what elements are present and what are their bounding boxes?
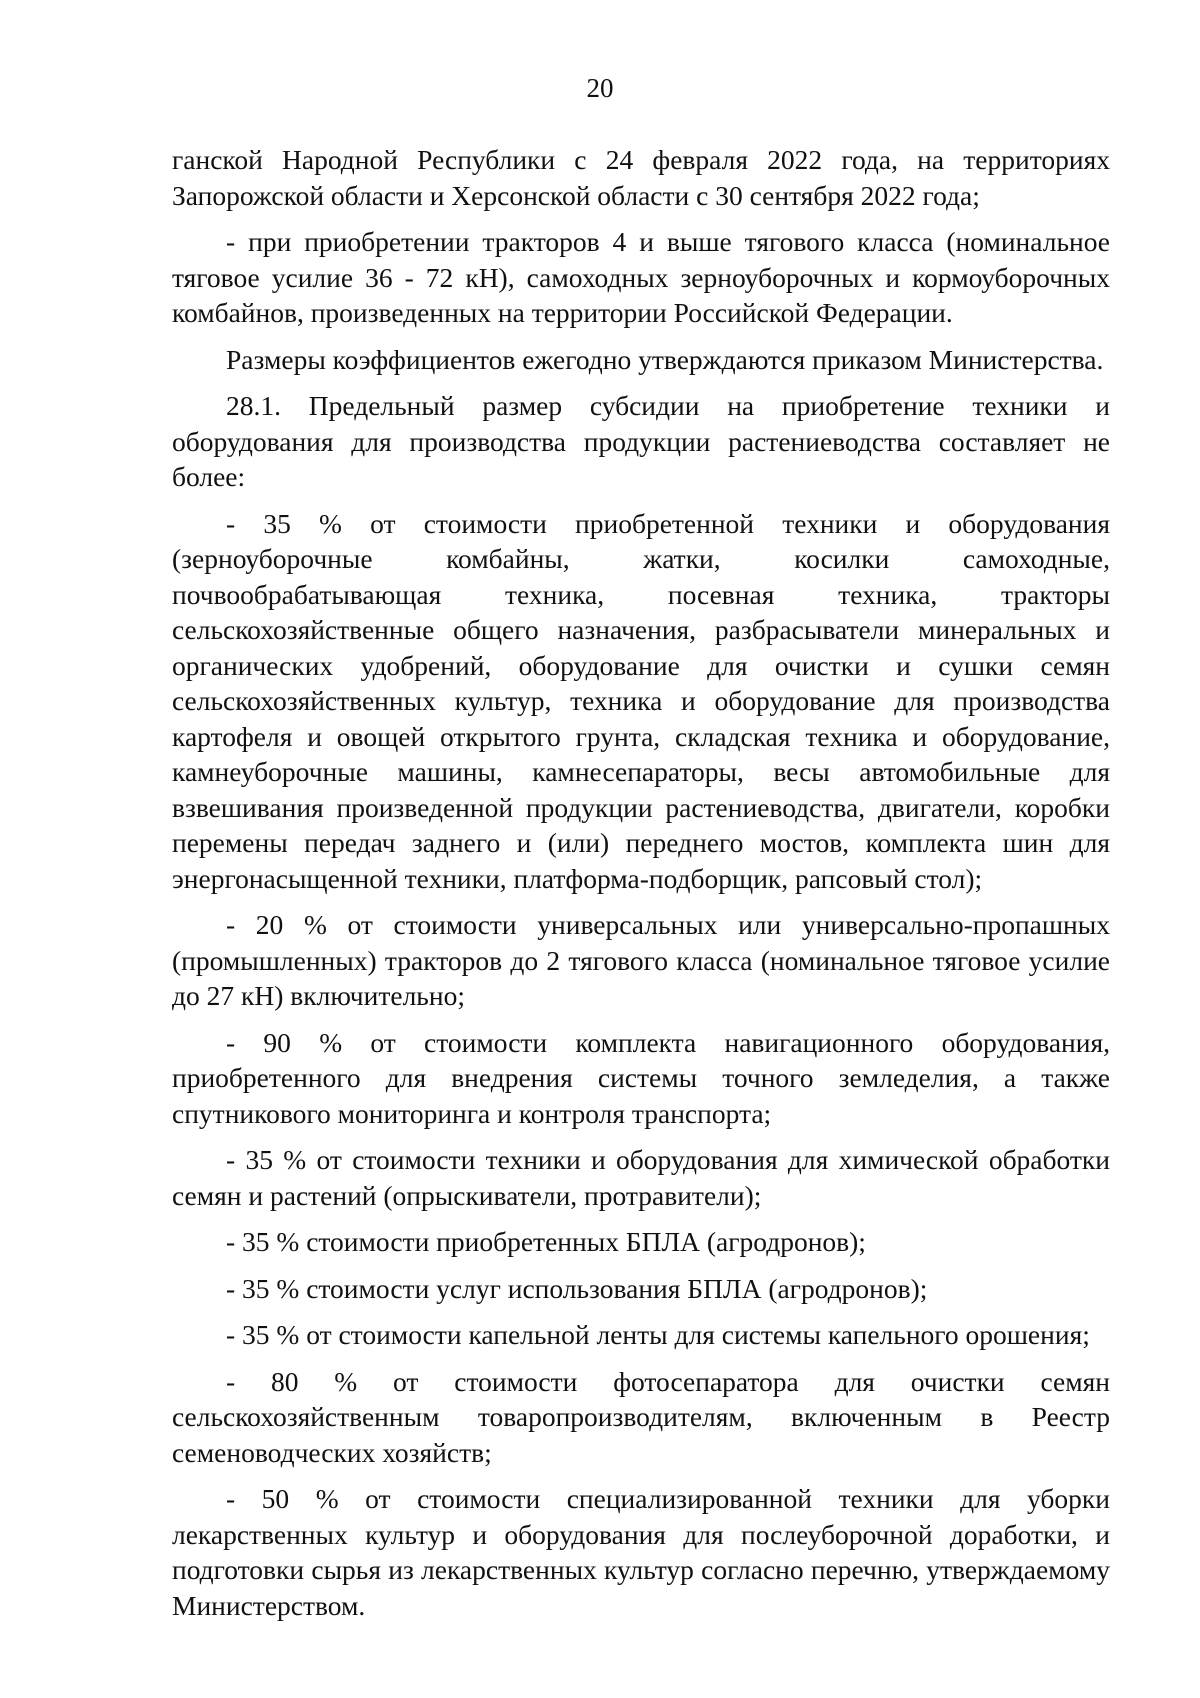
list-item-35-percent-chemical: - 35 % от стоимости техники и оборудования для химической обработки семян и растений (опрыскиватели, протравители);	[172, 1144, 1110, 1211]
list-item-35-percent-drones: - 35 % стоимости приобретенных БПЛА (агродронов);	[226, 1226, 866, 1257]
list-item-50-percent-medicinal: - 50 % от стоимости специализированной техники для уборки лекарственных культур и оборудования для послеуборочной доработки, и подготовки сырья из лекарственных культур согласно перечню, утверждаемому Министерством.	[172, 1483, 1110, 1621]
document-body	[172, 142, 1110, 1634]
list-item-20-percent-tractors: - 20 % от стоимости универсальных или универсально-пропашных (промышленных) тракторов до 2 тягового класса (номинальное тяговое усилие до 27 кН) включительно;	[172, 909, 1110, 1011]
paragraph-coefficients: Размеры коэффициентов ежегодно утверждаются приказом Министерства.	[226, 343, 1104, 375]
list-item-90-percent-navigation: - 90 % от стоимости комплекта навигационного оборудования, приобретенного для внедрения системы точного земледелия, а также спутникового мониторинга и контроля транспорта;	[172, 1026, 1110, 1129]
list-item-35-percent-drip-tape: - 35 % от стоимости капельной ленты для системы капельного орошения;	[226, 1319, 1090, 1350]
page-number: 20	[586, 73, 614, 103]
list-item-80-percent-photoseparator: - 80 % от стоимости фотосепаратора для очистки семян сельскохозяйственным товаропроизводителям, включенным в Реестр семеноводческих хозяйств;	[172, 1365, 1110, 1468]
list-item-35-percent-drone-services: - 35 % стоимости услуг использования БПЛА (агродронов);	[226, 1272, 928, 1304]
paragraph-continuation: ганской Народной Республики с 24 февраля 2022 года, на территориях Запорожской области и Херсонской области с 30 сентября 2022 года;	[172, 144, 1110, 211]
list-item-35-percent-equipment: - 35 % от стоимости приобретенной техники и оборудования (зерноуборочные комбайны, жатки, косилки самоходные, почвообрабатывающая техника, посевная техника, тракторы сельскохозяйственные общего назначения, разбрасыватели минеральных и органических удобрений, оборудование для очистки и сушки семян сельскохозяйственных культур, техника и оборудование для производства картофеля и овощей открытого грунта, складская техника и оборудование, камнеуборочные машины, камнесепараторы, весы автомобильные для взвешивания произведенной продукции растениеводства, двигатели, коробки перемены передач заднего и (или) переднего мостов, комплекта шин для энергонасыщенной техники, платформа-подборщик, рапсовый стол);	[172, 507, 1110, 894]
paragraph-section-28-1: 28.1. Предельный размер субсидии на приобретение техники и оборудования для производства продукции растениеводства составляет не более:	[172, 390, 1110, 492]
paragraph-tractors-clause: - при приобретении тракторов 4 и выше тягового класса (номинальное тяговое усилие 36 - 72 кН), самоходных зерноуборочных и кормоуборочных комбайнов, произведенных на территории Российской Федерации.	[172, 226, 1110, 328]
